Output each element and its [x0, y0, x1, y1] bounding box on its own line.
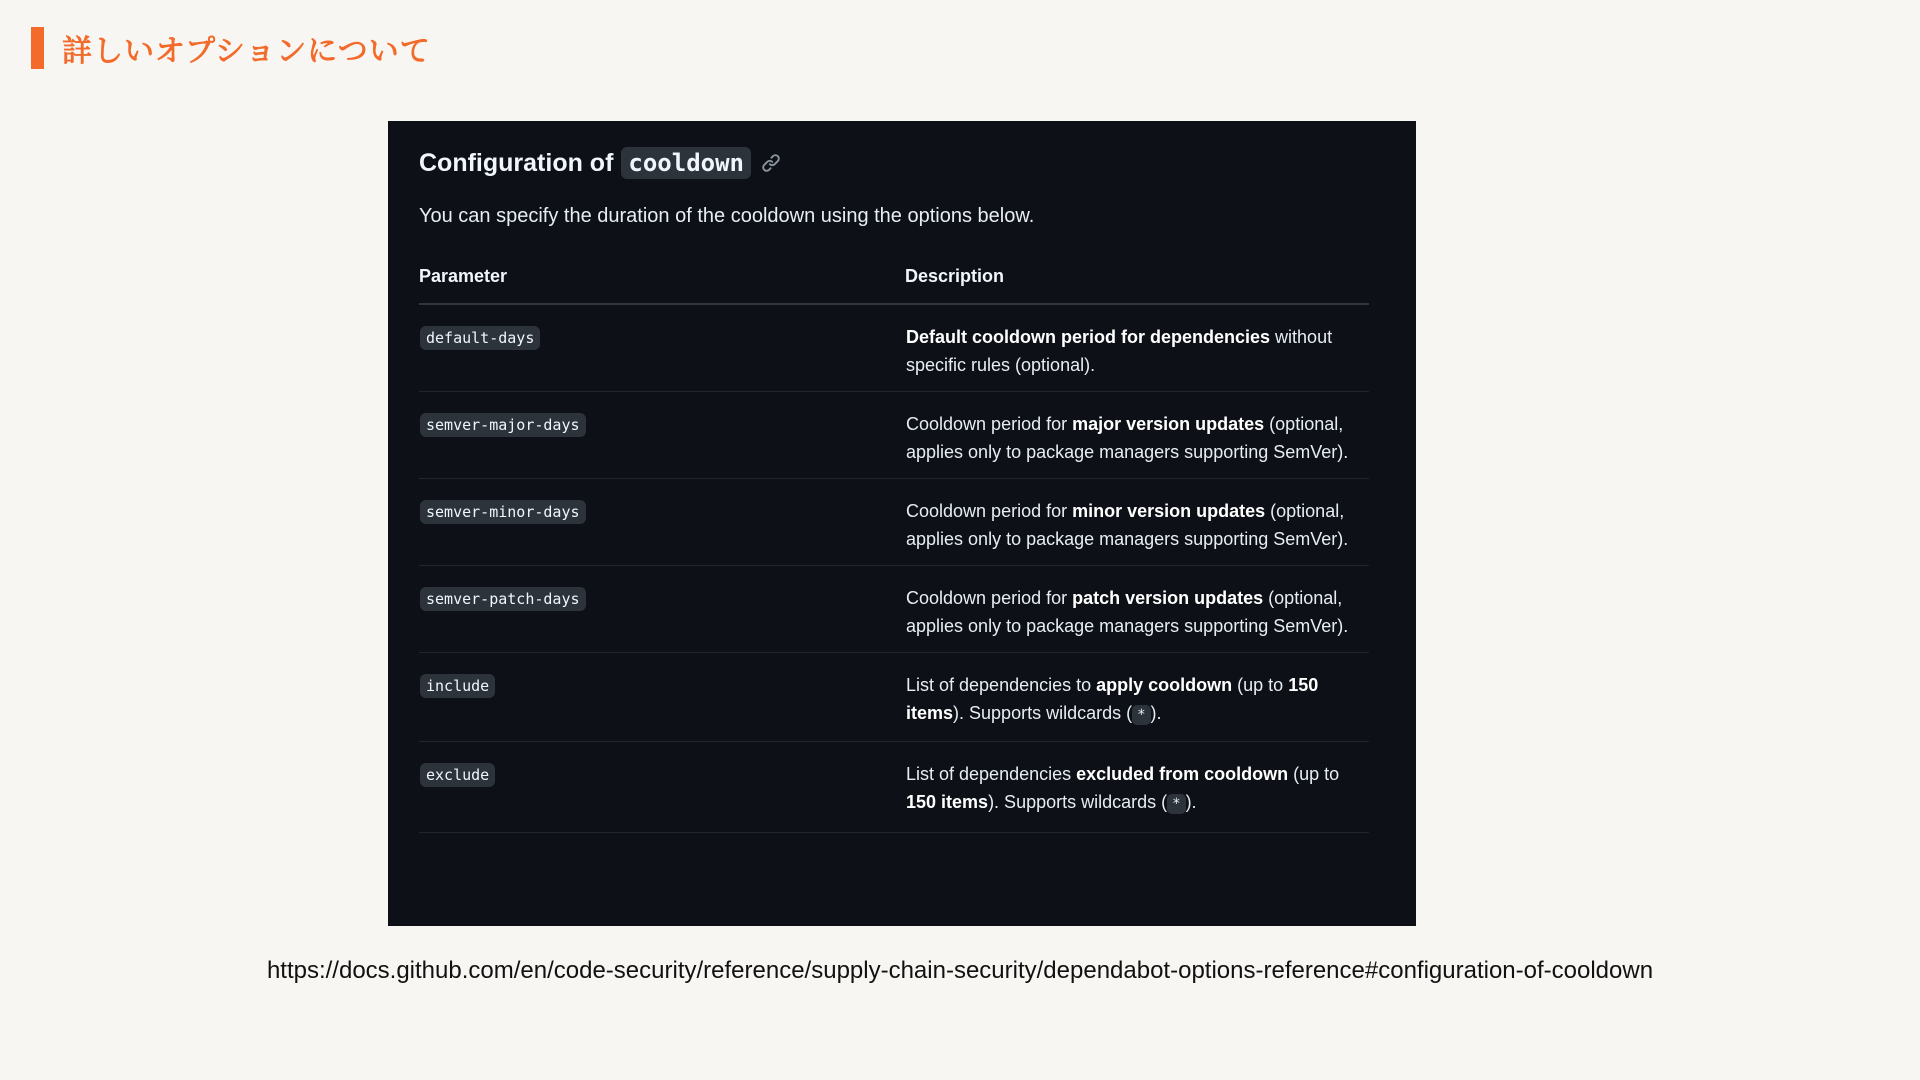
- table-header-row: [419, 266, 1369, 304]
- header-description: Description: [905, 266, 1369, 304]
- param-name-code: exclude: [420, 763, 495, 787]
- description-cell: [905, 479, 1369, 566]
- link-icon[interactable]: [761, 153, 781, 173]
- description-text: without specific rules (optional).: [906, 327, 1333, 375]
- wildcard-code: *: [1132, 705, 1150, 725]
- title-accent-bar: [31, 27, 44, 69]
- description-text: (up to: [1288, 764, 1340, 784]
- description-cell: [905, 566, 1369, 653]
- param-name-code: semver-patch-days: [420, 587, 586, 611]
- description-emphasis: major version updates: [1072, 414, 1265, 434]
- description-text: Cooldown period for: [906, 588, 1073, 608]
- source-url[interactable]: https://docs.github.com/en/code-security/reference/supply-chain-security/dependabot-options-reference#configuration-of-cooldown: [266, 957, 1654, 984]
- description-emphasis: excluded from cooldown: [1076, 764, 1289, 784]
- doc-heading: [419, 143, 1369, 183]
- slide-title: 詳しいオプションについて: [62, 34, 431, 69]
- description-text: ).: [1150, 703, 1162, 723]
- parameters-table: [419, 266, 1369, 833]
- param-cell: [419, 653, 905, 742]
- description-cell: [905, 653, 1369, 742]
- description-text: List of dependencies to: [906, 675, 1097, 695]
- param-cell: [419, 392, 905, 479]
- description-text: (optional, applies only to package managers supporting SemVer).: [906, 588, 1349, 636]
- description-text: ). Supports wildcards (: [953, 703, 1133, 723]
- table-body: [419, 304, 1369, 833]
- description-cell: [905, 392, 1369, 479]
- description-text: (up to: [1232, 675, 1289, 695]
- param-cell: [419, 479, 905, 566]
- description-emphasis: patch version updates: [1072, 588, 1264, 608]
- description-text: (optional, applies only to package managers supporting SemVer).: [906, 501, 1349, 549]
- slide-header: [31, 26, 431, 70]
- table-row: [419, 742, 1369, 833]
- description-emphasis: apply cooldown: [1096, 675, 1233, 695]
- header-parameter: Parameter: [419, 266, 905, 304]
- description-cell: [905, 304, 1369, 392]
- param-cell: [419, 566, 905, 653]
- description-cell: [905, 742, 1369, 833]
- table-row: [419, 479, 1369, 566]
- doc-heading-text: Configuration of: [419, 148, 614, 177]
- docs-screenshot-panel: [388, 121, 1416, 926]
- description-text: List of dependencies: [906, 764, 1077, 784]
- description-emphasis: Default cooldown period for dependencies: [906, 327, 1271, 347]
- description-text: Cooldown period for: [906, 501, 1073, 521]
- description-text: ). Supports wildcards (: [988, 792, 1168, 812]
- param-name-code: include: [420, 674, 495, 698]
- table-row: [419, 392, 1369, 479]
- description-emphasis: 150 items: [906, 792, 989, 812]
- param-cell: [419, 742, 905, 833]
- doc-heading-code: cooldown: [621, 147, 751, 179]
- doc-intro: You can specify the duration of the cooldown using the options below.: [419, 205, 1035, 227]
- table-row: [419, 653, 1369, 742]
- description-text: ).: [1185, 792, 1197, 812]
- description-emphasis: minor version updates: [1072, 501, 1266, 521]
- param-name-code: semver-minor-days: [420, 500, 586, 524]
- param-name-code: default-days: [420, 326, 540, 350]
- description-emphasis: 150 items: [906, 675, 1319, 723]
- description-text: Cooldown period for: [906, 414, 1073, 434]
- param-cell: [419, 304, 905, 392]
- param-name-code: semver-major-days: [420, 413, 586, 437]
- table-row: [419, 566, 1369, 653]
- wildcard-code: *: [1167, 794, 1185, 814]
- description-text: (optional, applies only to package managers supporting SemVer).: [906, 414, 1349, 462]
- table-row: [419, 304, 1369, 392]
